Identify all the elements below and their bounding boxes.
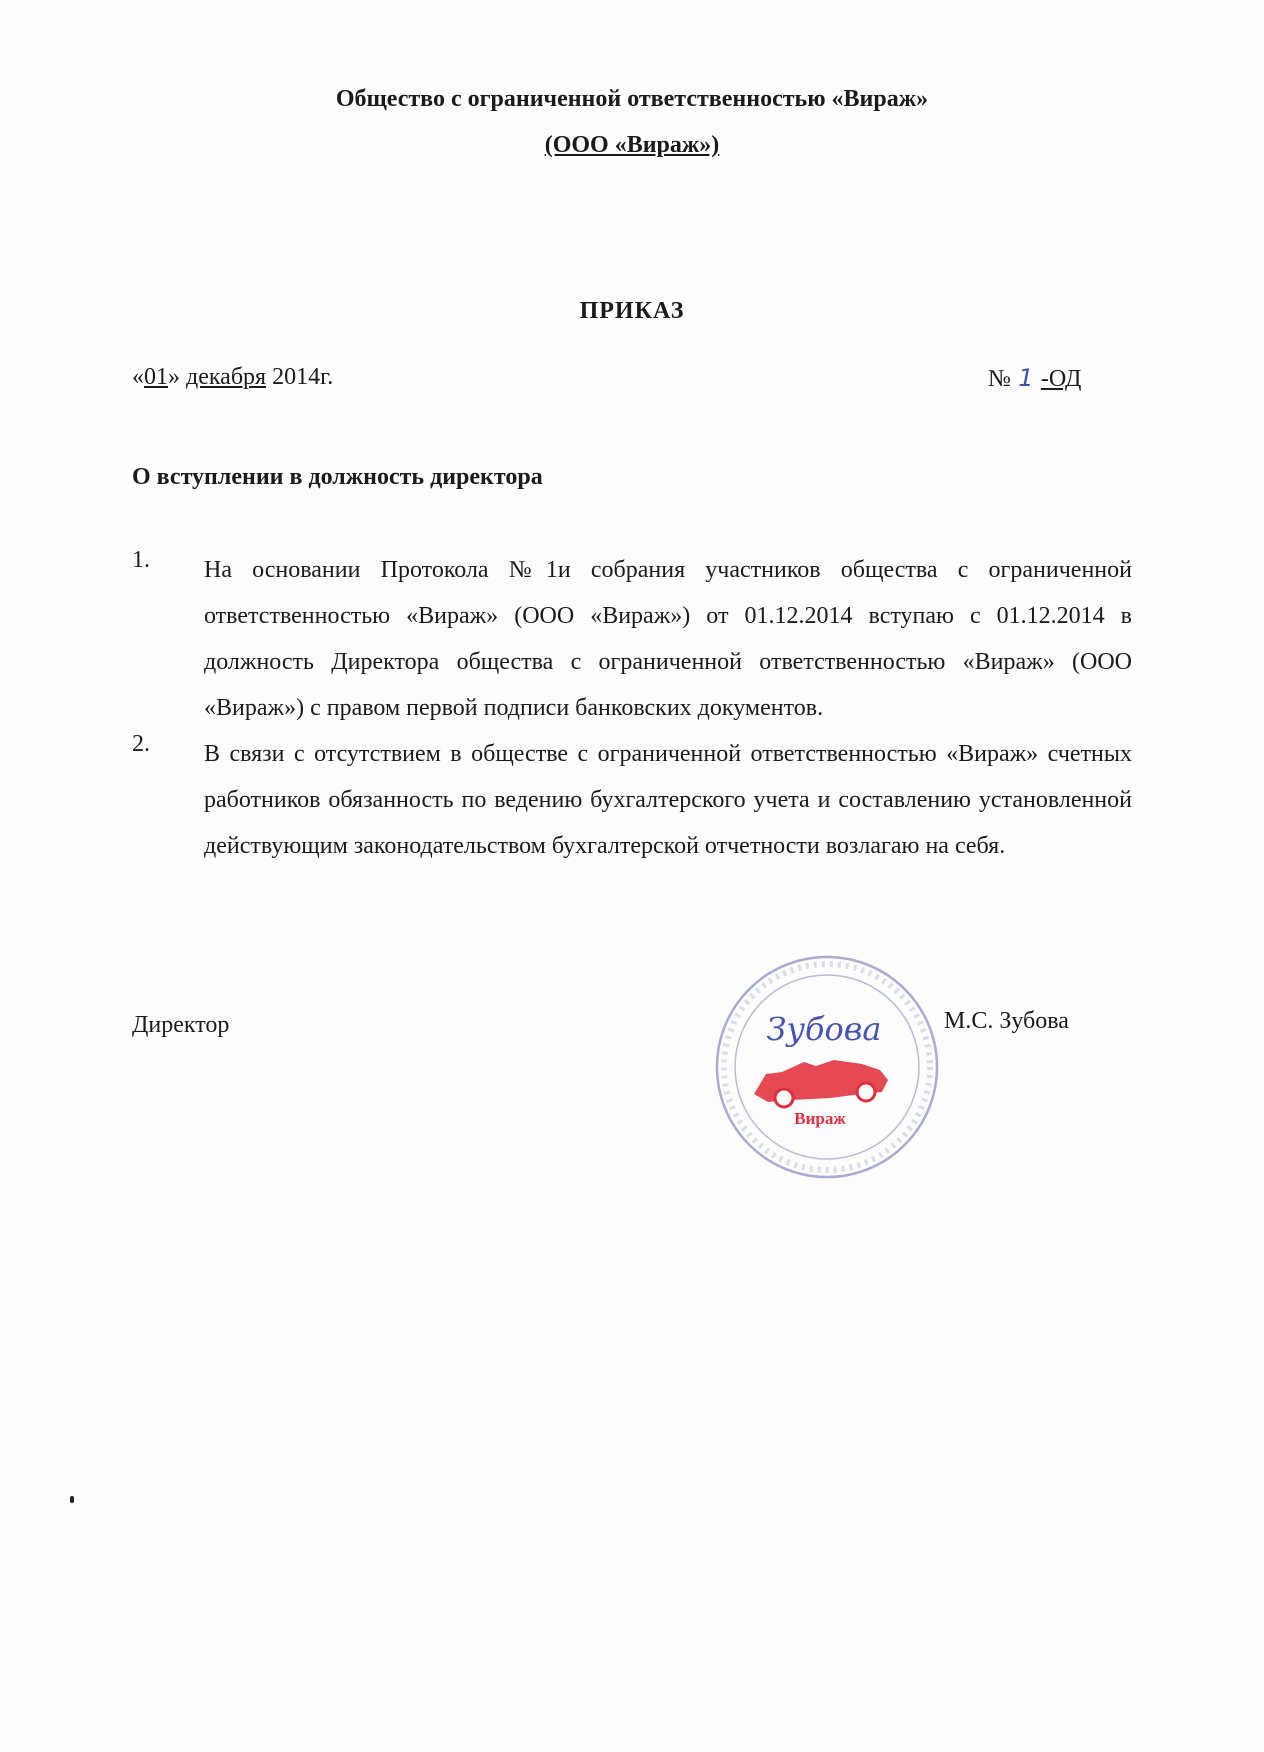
item-text: В связи с отсутствием в обществе с ограниченной ответственностью «Вираж» счетных работников обязанность по ведению бухгалтерского учета и составлению установленной действующим законодательством бухгалтерской отчетности возлагаю на себя.	[204, 741, 1132, 859]
order-title: ПРИКАЗ	[579, 298, 685, 324]
race-car-logo	[754, 1060, 888, 1128]
handwritten-signature: Зубова	[766, 1010, 882, 1048]
date-year: 2014г.	[272, 364, 334, 390]
organization-short-name: (ООО «Вираж»)	[544, 132, 720, 158]
order-subject: О вступлении в должность директора	[132, 464, 543, 490]
number-value: 1	[1018, 364, 1034, 392]
date-open-quote: «	[132, 364, 144, 390]
signatory-role: Директор	[132, 1012, 230, 1038]
item-number: 2.	[132, 731, 150, 757]
organization-name: Общество с ограниченной ответственностью «Вираж»	[335, 86, 929, 112]
date-close-quote: »	[168, 364, 180, 390]
number-prefix: №	[988, 366, 1011, 392]
scan-speck	[70, 1496, 74, 1503]
order-date	[132, 364, 333, 391]
signatory-name: М.С. Зубова	[944, 1008, 1069, 1034]
item-text: На основании Протокола №1и собрания участников общества с ограниченной ответственностью «Вираж» (ООО «Вираж») от 01.12.2014 вступаю с 01.12.2014 в должность Директора общества с ограниченной ответственностью «Вираж» (ООО «Вираж») с правом первой подписи банковских документов.	[204, 557, 1132, 721]
date-month: декабря	[186, 364, 267, 390]
seal-logo-text: Вираж	[794, 1109, 846, 1128]
date-day: 01	[144, 364, 168, 390]
number-suffix: -ОД	[1040, 366, 1082, 392]
order-number	[988, 364, 1081, 393]
item-number: 1.	[132, 547, 150, 573]
company-seal	[712, 952, 942, 1182]
